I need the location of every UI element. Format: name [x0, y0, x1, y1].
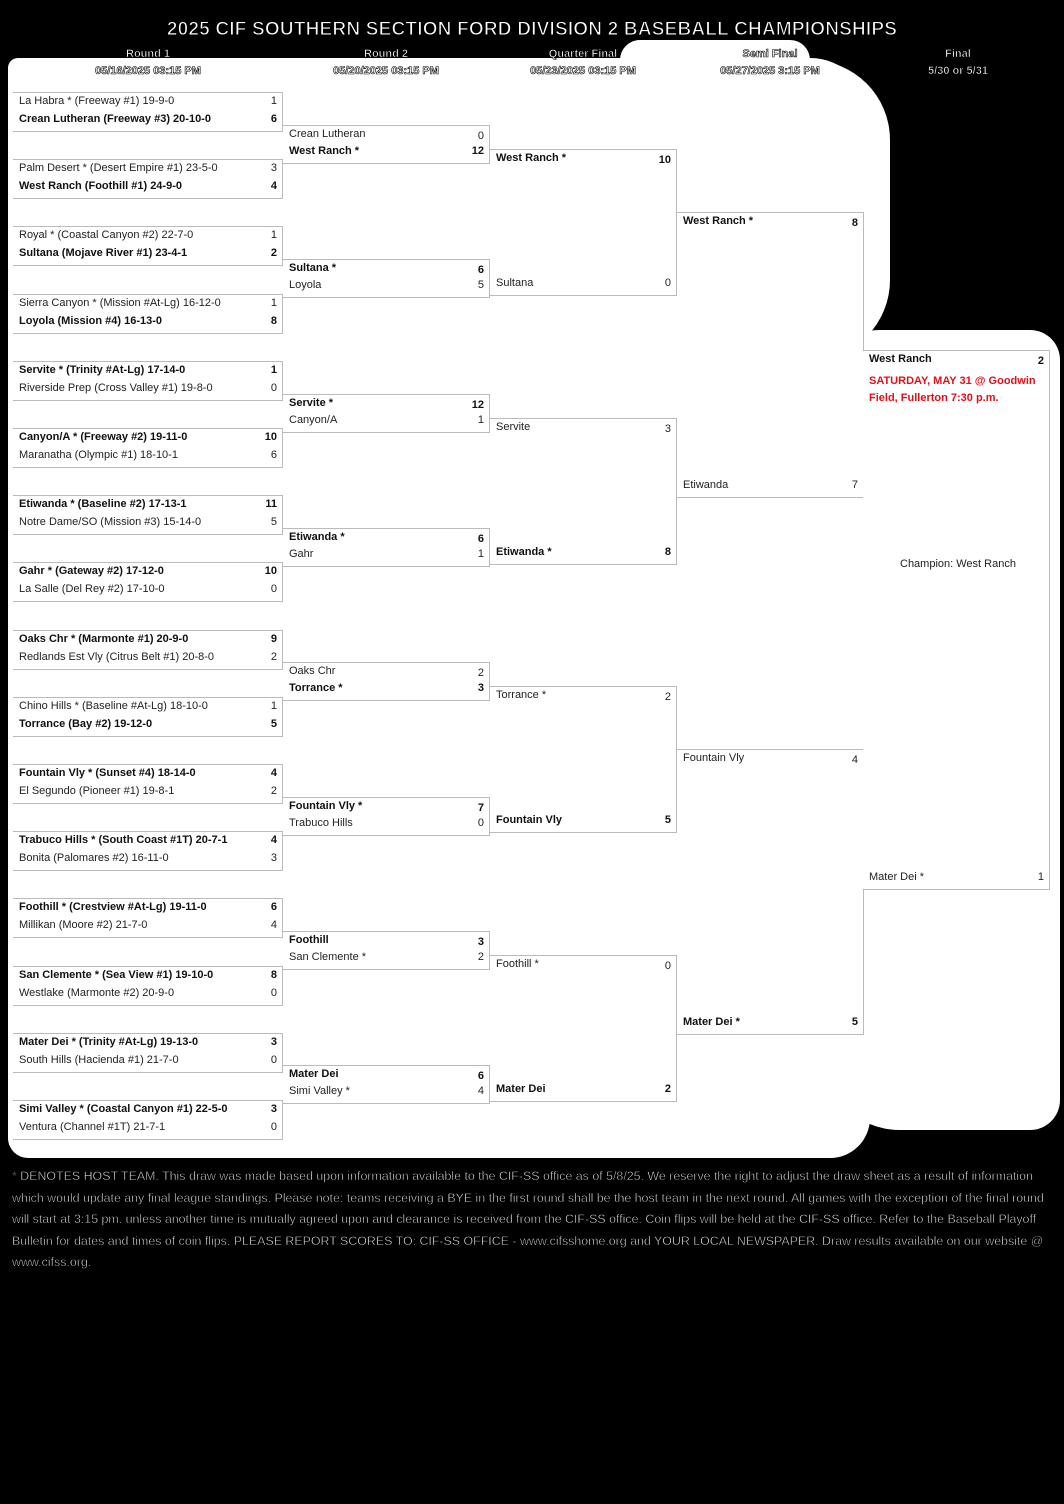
semi-score: 8	[851, 217, 858, 229]
round1-score: 10	[264, 431, 277, 443]
round2-score: 0	[477, 130, 484, 142]
final-team: Mater Dei *	[869, 871, 925, 883]
round1-team: West Ranch (Foothill #1) 24-9-0	[19, 180, 182, 193]
round-date: 05/16/2025 03:15 PM	[95, 65, 201, 77]
round-date: 05/20/2025 03:15 PM	[333, 65, 439, 77]
round1-score: 1	[270, 95, 277, 107]
quarter-team: Fountain Vly	[496, 814, 562, 827]
round1-team: Canyon/A * (Freeway #2) 19-11-0	[19, 431, 188, 443]
round1-score: 5	[270, 516, 277, 529]
round1-score: 0	[270, 381, 277, 394]
round2-team: San Clemente *	[289, 950, 367, 963]
round2-score: 0	[477, 816, 484, 829]
round-date: 05/23/2025 03:15 PM	[530, 65, 636, 77]
round1-score: 6	[270, 901, 277, 914]
round1-team: Crean Lutheran (Freeway #3) 20-10-0	[19, 113, 211, 125]
round1-team: Trabuco Hills * (South Coast #1T) 20-7-1	[19, 834, 228, 847]
round1-score: 0	[270, 1121, 277, 1133]
round1-score: 4	[270, 919, 277, 932]
round1-score: 6	[270, 449, 277, 461]
round-date: 05/27/2025 3:15 PM	[720, 65, 820, 77]
quarter-team: Servite	[496, 420, 531, 433]
semi-matchup	[677, 212, 864, 498]
round2-score: 3	[477, 682, 484, 695]
round1-team: Redlands Est Vly (Citrus Belt #1) 20-8-0	[19, 650, 215, 663]
round2-team: Fountain Vly *	[289, 799, 363, 812]
round1-score: 3	[270, 162, 277, 175]
round2-score: 4	[477, 1085, 484, 1098]
round1-score: 9	[270, 632, 277, 645]
quarter-score: 2	[664, 1082, 671, 1095]
quarter-score: 0	[664, 959, 671, 972]
quarter-score: 10	[658, 154, 671, 166]
round2-team: Torrance *	[289, 682, 343, 695]
round2-score: 12	[471, 398, 484, 411]
round1-score: 0	[270, 583, 277, 596]
round1-team: Etiwanda * (Baseline #2) 17-13-1	[19, 498, 187, 511]
round1-team: Sierra Canyon * (Mission #At-Lg) 16-12-0	[19, 296, 221, 309]
round1-team: La Salle (Del Rey #2) 17-10-0	[19, 583, 165, 596]
semi-team: Mater Dei *	[683, 1016, 740, 1028]
round1-score: 0	[270, 1053, 277, 1066]
round2-team: Foothill	[289, 933, 329, 946]
round1-score: 4	[270, 834, 277, 847]
round1-team: Mater Dei * (Trinity #At-Lg) 19-13-0	[19, 1035, 199, 1048]
round-name: Semi Final	[742, 48, 798, 60]
champion-label: Champion: West Ranch	[900, 558, 1016, 570]
round1-team: Gahr * (Gateway #2) 17-12-0	[19, 565, 164, 578]
round1-team: Foothill * (Crestview #At-Lg) 19-11-0	[19, 901, 207, 914]
round1-score: 4	[270, 767, 277, 779]
round2-team: Gahr	[289, 547, 314, 560]
quarter-team: Torrance *	[496, 689, 547, 702]
round1-score: 1	[270, 229, 277, 242]
semi-score: 5	[851, 1016, 858, 1028]
round2-team: West Ranch *	[289, 145, 360, 157]
final-matchup	[863, 350, 1050, 890]
round2-team: Etiwanda *	[289, 530, 345, 543]
quarter-score: 0	[664, 277, 671, 289]
round2-team: Sultana *	[289, 262, 337, 275]
round2-score: 3	[477, 935, 484, 948]
round-name: Round 2	[364, 48, 408, 60]
quarter-team: West Ranch *	[496, 152, 567, 164]
semi-matchup	[677, 749, 864, 1035]
round-date: 5/30 or 5/31	[928, 65, 988, 77]
round2-score: 2	[477, 667, 484, 680]
semi-team: West Ranch *	[683, 215, 754, 227]
round-header	[868, 46, 1048, 80]
quarter-team: Sultana	[496, 277, 534, 289]
round1-score: 1	[270, 296, 277, 309]
round1-team: La Habra * (Freeway #1) 19-9-0	[19, 95, 175, 107]
round1-team: Fountain Vly * (Sunset #4) 18-14-0	[19, 767, 196, 779]
semi-score: 4	[851, 754, 858, 766]
round1-team: Royal * (Coastal Canyon #2) 22-7-0	[19, 229, 194, 242]
quarter-score: 8	[664, 545, 671, 558]
round1-score: 1	[270, 699, 277, 712]
final-note-line2: Field, Fullerton 7:30 p.m.	[869, 392, 999, 404]
quarter-matchup	[490, 149, 677, 296]
quarter-score: 3	[664, 422, 671, 435]
round1-team: Loyola (Mission #4) 16-13-0	[19, 314, 163, 327]
round-header	[58, 46, 238, 80]
round1-score: 2	[270, 247, 277, 260]
round1-team: Torrance (Bay #2) 19-12-0	[19, 717, 153, 730]
round2-score: 6	[477, 264, 484, 277]
round2-team: Oaks Chr	[289, 665, 336, 678]
round1-team: Riverside Prep (Cross Valley #1) 19-8-0	[19, 381, 213, 394]
round2-team: Mater Dei	[289, 1068, 339, 1081]
footnote: * DENOTES HOST TEAM. This draw was made based upon information available to the CIF-SS office as of 5/8/25. We reserve the right to adjust the draw sheet as a result of information which would update any final league standings. Please note: teams receiving a BYE in the first round shall be the host team in the next round. All games with the exception of the final round will start at 3:15 pm. unless another time is mutually agreed upon and clearance is received from the CIF-SS office. Coin flips will be held at the CIF-SS office. Refer to the Baseball Playoff Bulletin for dates and times of coin flips. PLEASE REPORT SCORES TO: CIF-SS OFFICE - www.cifsshome.org and YOUR LOCAL NEWSPAPER. Draw results available on our website @ www.cifss.org.	[12, 1169, 1044, 1269]
round-name: Round 1	[126, 48, 170, 60]
round1-score: 6	[270, 113, 277, 125]
semi-team: Fountain Vly	[683, 752, 745, 764]
round1-team: Ventura (Channel #1T) 21-7-1	[19, 1121, 166, 1133]
final-score: 1	[1037, 871, 1044, 883]
round2-score: 6	[477, 532, 484, 545]
round1-team: Bonita (Palomares #2) 16-11-0	[19, 852, 169, 865]
round2-team: Loyola	[289, 279, 322, 292]
round2-score: 5	[477, 279, 484, 292]
quarter-score: 2	[664, 691, 671, 704]
round-header	[680, 46, 860, 80]
round1-score: 8	[270, 968, 277, 981]
round1-score: 3	[270, 852, 277, 865]
quarter-team: Foothill *	[496, 957, 539, 970]
round-header	[493, 46, 673, 80]
round1-team: Oaks Chr * (Marmonte #1) 20-9-0	[19, 632, 189, 645]
final-team: West Ranch	[869, 353, 932, 365]
round1-team: Notre Dame/SO (Mission #3) 15-14-0	[19, 516, 202, 529]
round1-team: Palm Desert * (Desert Empire #1) 23-5-0	[19, 162, 218, 175]
round1-team: South Hills (Hacienda #1) 21-7-0	[19, 1053, 179, 1066]
round2-score: 2	[477, 950, 484, 963]
round2-score: 12	[471, 145, 484, 157]
round2-team: Crean Lutheran	[289, 128, 366, 140]
round-name: Final	[945, 48, 971, 60]
quarter-team: Etiwanda *	[496, 545, 552, 558]
round-name: Quarter Final	[548, 48, 618, 60]
round1-score: 3	[270, 1103, 277, 1115]
round1-score: 3	[270, 1035, 277, 1048]
round1-team: Servite * (Trinity #At-Lg) 17-14-0	[19, 363, 186, 376]
round2-score: 6	[477, 1070, 484, 1083]
round1-score: 10	[264, 565, 277, 578]
final-score: 2	[1037, 355, 1044, 367]
round1-team: San Clemente * (Sea View #1) 19-10-0	[19, 968, 214, 981]
round1-team: Millikan (Moore #2) 21-7-0	[19, 919, 148, 932]
quarter-matchup	[490, 418, 677, 565]
round2-team: Simi Valley *	[289, 1085, 350, 1098]
quarter-matchup	[490, 955, 677, 1102]
semi-team: Etiwanda	[683, 479, 729, 491]
round2-score: 1	[477, 413, 484, 426]
round2-team: Canyon/A	[289, 413, 338, 426]
round1-team: Sultana (Mojave River #1) 23-4-1	[19, 247, 188, 260]
round1-team: El Segundo (Pioneer #1) 19-8-1	[19, 785, 175, 797]
quarter-matchup	[490, 686, 677, 833]
semi-score: 7	[851, 479, 858, 491]
round1-score: 5	[270, 717, 277, 730]
final-note-line1: SATURDAY, MAY 31 @ Goodwin	[869, 375, 1036, 387]
round1-score: 2	[270, 650, 277, 663]
round1-team: Simi Valley * (Coastal Canyon #1) 22-5-0	[19, 1103, 228, 1115]
round2-team: Servite *	[289, 396, 334, 409]
quarter-score: 5	[664, 814, 671, 827]
round1-score: 2	[270, 785, 277, 797]
round2-score: 7	[477, 801, 484, 814]
round1-team: Maranatha (Olympic #1) 18-10-1	[19, 449, 178, 461]
round1-score: 4	[270, 180, 277, 193]
round2-score: 1	[477, 547, 484, 560]
quarter-team: Mater Dei	[496, 1082, 546, 1095]
page-title: 2025 CIF SOUTHERN SECTION FORD DIVISION 2 BASEBALL CHAMPIONSHIPS	[166, 19, 898, 40]
round1-team: Westlake (Marmonte #2) 20-9-0	[19, 986, 175, 999]
round1-score: 8	[270, 314, 277, 327]
round1-score: 0	[270, 986, 277, 999]
round-header	[296, 46, 476, 80]
round1-score: 1	[270, 363, 277, 376]
round1-team: Chino Hills * (Baseline #At-Lg) 18-10-0	[19, 699, 208, 712]
round2-team: Trabuco Hills	[289, 816, 353, 829]
round1-score: 11	[265, 498, 277, 511]
